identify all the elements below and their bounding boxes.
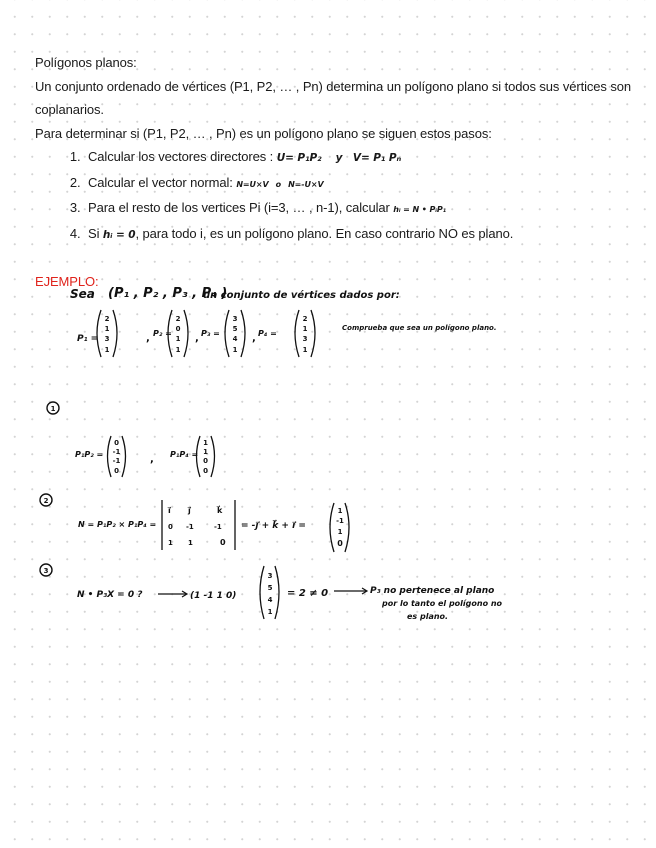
col-c2: 5: [267, 584, 273, 592]
svg-text:,: ,: [252, 333, 256, 344]
point-2-c4: 1: [175, 346, 181, 354]
col-c1: 3: [267, 572, 273, 580]
step-4-formula: hᵢ = 0: [102, 228, 136, 241]
det-r1-c3: k⃗: [217, 506, 223, 515]
statement-set: (P₁ , P₂ , P₃ , P₄ ): [108, 286, 228, 301]
point-1-c3: 3: [104, 335, 110, 343]
step-1-formula-u: U= P₁P₂: [276, 152, 322, 164]
result-c4: 0: [337, 539, 343, 548]
point-4-label: P₄ =: [258, 329, 277, 338]
point-3-label: P₃ =: [201, 329, 220, 338]
step-1-v1-c2: -1: [112, 448, 121, 456]
points-row: [77, 310, 497, 357]
step-3-result: = 2 ≠ 0: [287, 588, 329, 599]
step-1-formula-v: V= P₁ Pₙ: [352, 152, 402, 164]
step-1-v1-c3: -1: [112, 457, 121, 465]
svg-text:,: ,: [150, 454, 154, 465]
point-3-c4: 1: [232, 346, 238, 354]
step-1-v1-label: P₁P₂ =: [75, 450, 104, 459]
det-r3-c1: 1: [168, 539, 173, 547]
col-c4: 1: [267, 608, 273, 616]
svg-text:,: ,: [195, 333, 199, 344]
example-statement: [70, 286, 400, 301]
det-r1-c2: j⃗: [188, 506, 191, 515]
result-c3: 1: [337, 528, 343, 536]
step-3-text: Para el resto de los vertices Pi (i=3, … , n-1), calcular: [88, 200, 390, 215]
step-1-block: [47, 402, 215, 477]
step-1-v2-label: P₁P₄ =: [170, 450, 199, 459]
step-2-formula-a: N=U×V: [236, 179, 269, 189]
step-3-lhs: N • P₃X = 0 ?: [77, 590, 143, 600]
example-title: EJEMPLO:: [35, 274, 99, 289]
point-3-c1: 3: [232, 315, 238, 323]
step-1-joiner: y: [335, 152, 343, 164]
point-3-c3: 4: [232, 335, 238, 343]
step-3-formula: hᵢ = N • PᵢP₁: [393, 205, 447, 214]
svg-text:,: ,: [146, 333, 150, 344]
point-3-c2: 5: [232, 325, 238, 333]
col-c3: 4: [267, 596, 273, 604]
det-r2-c3: -1: [214, 523, 222, 531]
det-r2-c2: -1: [186, 523, 194, 531]
step-1-v2-c4: 0: [203, 467, 208, 475]
steps-intro-paragraph: Para determinar si (P1, P2, … , Pn) es un polígono plano se siguen estos pasos:: [35, 125, 492, 141]
step-2-joiner: o: [275, 179, 282, 189]
step-2-formula-b: N=-U×V: [288, 179, 324, 189]
point-1-c2: 1: [104, 325, 110, 333]
point-1-c4: 1: [104, 346, 110, 354]
step-3-block: [40, 564, 503, 621]
conclusion-line-1: P₃ no pertenece al plano: [370, 586, 495, 596]
step-1-v1-c1: 0: [114, 439, 119, 447]
step-1-v2-c3: 0: [203, 457, 208, 465]
section-heading: Polígonos planos:: [35, 55, 137, 70]
det-r3-c2: 1: [188, 539, 193, 547]
conclusion-line-2: por lo tanto el polígono no: [382, 599, 503, 608]
step-1-v2-c2: 1: [203, 448, 208, 456]
det-r1-c1: i⃗: [168, 506, 171, 515]
result-c2: -1: [336, 517, 344, 525]
point-4-c1: 2: [302, 315, 308, 323]
point-2-label: P₂ =: [153, 329, 172, 338]
point-4-c4: 1: [302, 346, 308, 354]
step-2-text: Calcular el vector normal:: [88, 174, 233, 190]
step-2-result-expr: = -j⃗ + k⃗ + i⃗ =: [241, 521, 306, 531]
step-3-row-vec: (1 -1 1 0): [190, 591, 237, 601]
result-c1: 1: [337, 507, 343, 515]
step-2-lhs: N = P₁P₂ × P₁P₄ =: [78, 520, 157, 529]
point-1-label: P₁ =: [77, 334, 99, 344]
det-r3-c3: 0: [220, 538, 226, 547]
statement-rest: un conjunto de vértices dados por:: [203, 290, 400, 301]
det-r2-c1: 0: [168, 523, 173, 531]
step-1-text: Calcular los vectores directores :: [88, 149, 274, 164]
statement-sea: Sea: [70, 287, 95, 301]
point-4-c2: 1: [302, 325, 308, 333]
point-1-c1: 2: [104, 315, 110, 323]
step-4-suffix: , para todo i, es un polígono plano. En caso contrario NO es plano.: [135, 225, 514, 241]
step-1-marker: 1: [50, 405, 56, 413]
step-2-marker: 2: [43, 497, 49, 505]
point-2-c3: 1: [175, 335, 181, 343]
point-2-c2: 0: [175, 325, 181, 333]
definition-paragraph: Un conjunto ordenado de vértices (P1, P2, … , Pn) determina un polígono plano si todos sus vértices son coplanarios.: [35, 78, 631, 117]
step-1-v1-c4: 0: [114, 467, 119, 475]
step-2-block: [40, 494, 349, 552]
check-text: Comprueba que sea un polígono plano.: [342, 324, 497, 332]
point-4-c3: 3: [302, 335, 308, 343]
step-3-marker: 3: [43, 567, 49, 575]
step-4-prefix: Si: [88, 225, 100, 241]
step-1-v2-c1: 1: [203, 439, 208, 447]
conclusion-line-3: es plano.: [407, 612, 449, 621]
point-2-c1: 2: [175, 315, 181, 323]
